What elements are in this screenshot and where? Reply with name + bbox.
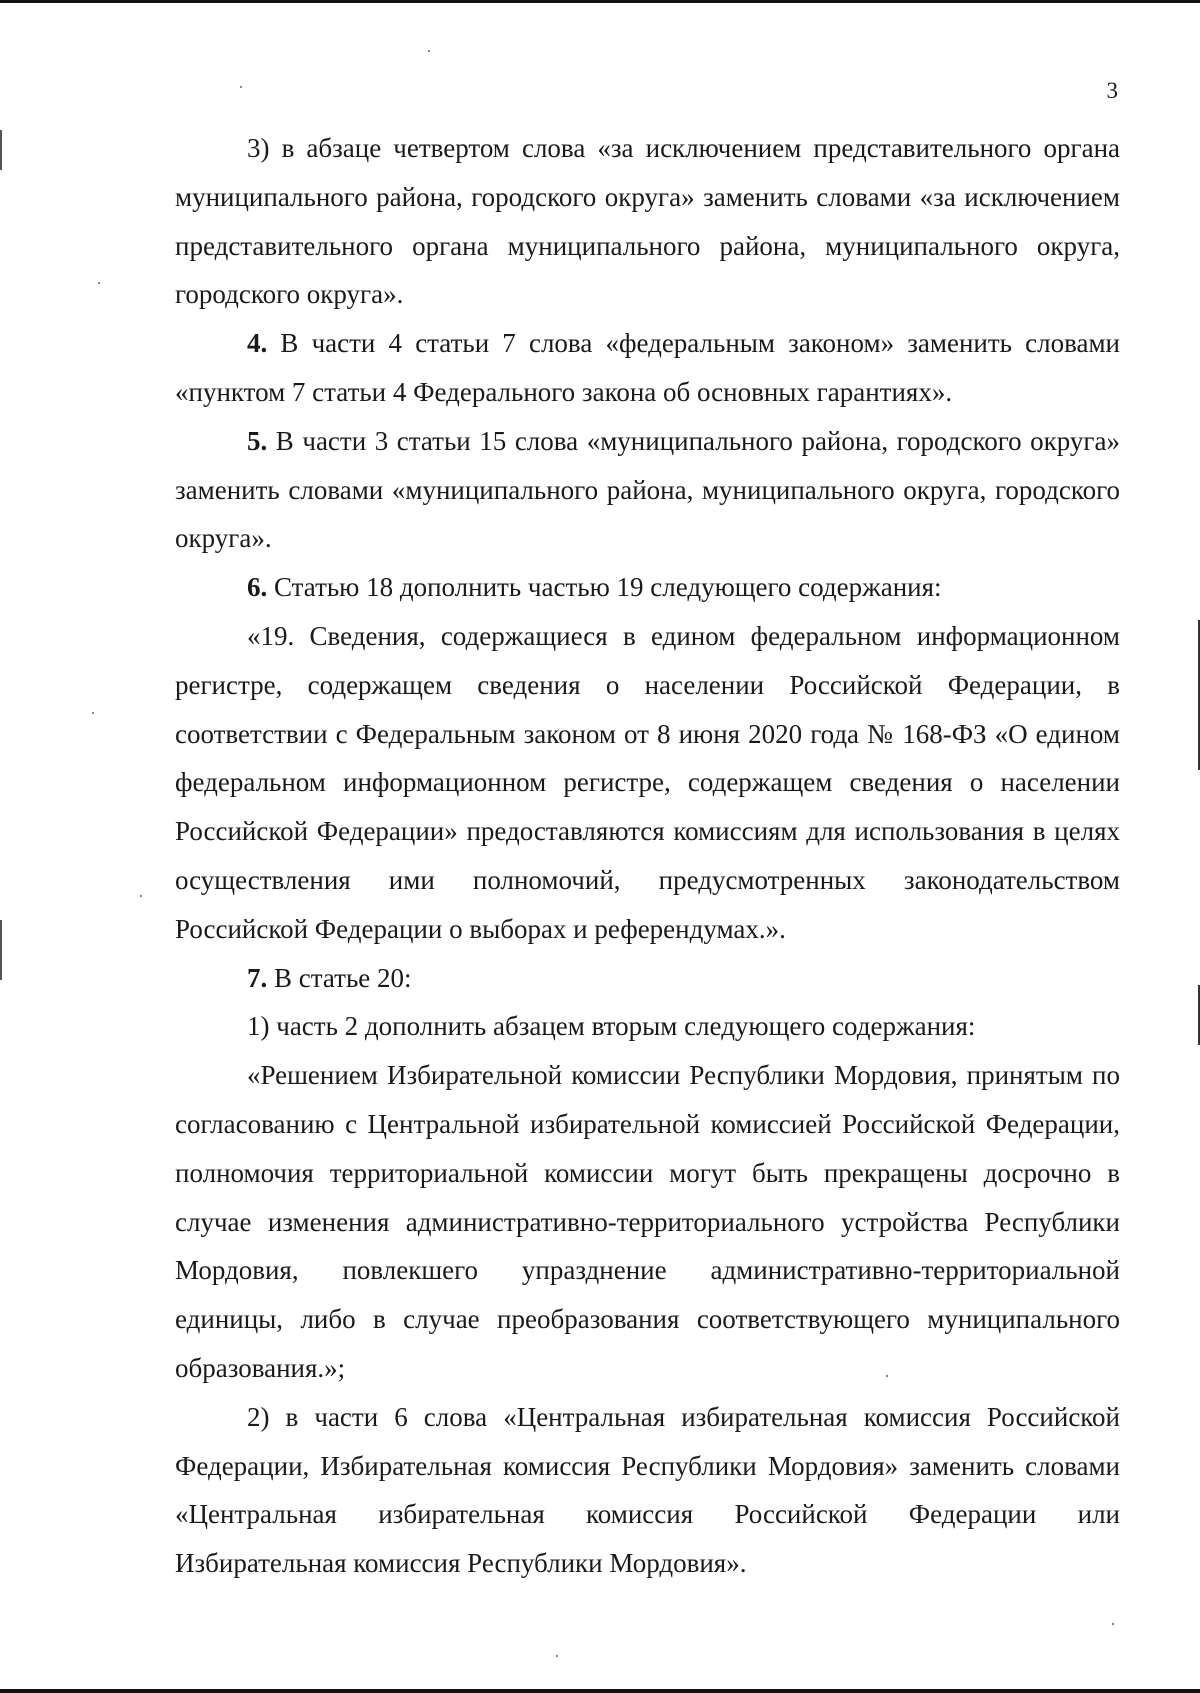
- paragraph-text: В части 4 статьи 7 слова «федеральным законом» заменить словами «пунктом 7 статьи 4 Федерального закона об основных гарантиях».: [175, 328, 1120, 407]
- document-body: [175, 124, 1120, 1588]
- paragraph-text: «19. Сведения, содержащиеся в едином федеральном информационном регистре, содержащем сведения о населении Российской Федерации, в соответствии с Федеральным законом от 8 июня 2020 года № 168-ФЗ «О едином федеральном информационном регистре, содержащем сведения о населении Российской Федерации» предоставляются комиссиям для использования в целях осуществления ими полномочий, предусмотренных законодательством Российской Федерации о выборах и референдумах.».: [175, 620, 1120, 944]
- paragraph: [175, 319, 1120, 417]
- item-number: 7.: [247, 962, 268, 993]
- scan-speck: [92, 712, 94, 714]
- scan-speck: [428, 50, 430, 52]
- page-number: 3: [1106, 78, 1118, 103]
- item-number: 6.: [247, 572, 268, 603]
- paragraph-text: «Решением Избирательной комиссии Республики Мордовия, принятым по согласованию с Центральной избирательной комиссией Российской Федерации, полномочия территориальной комиссии могут быть прекращены досрочно в случае изменения административно-территориального устройства Республики Мордовия, повлекшего упразднение административно-территориальной единицы, либо в случае преобразования соответствующего муниципального образования.»;: [175, 1060, 1120, 1383]
- paragraph-text: В статье 20:: [267, 962, 412, 993]
- paragraph: [175, 1002, 1120, 1051]
- scan-edge-left-mark: [0, 130, 2, 170]
- scan-speck: [140, 895, 142, 897]
- item-number: 5.: [247, 425, 268, 456]
- paragraph: [175, 563, 1120, 612]
- paragraph: [175, 612, 1120, 954]
- scan-edge-top: [0, 0, 1200, 3]
- paragraph: [175, 1393, 1120, 1588]
- paragraph-text: В части 3 статьи 15 слова «муниципального района, городского округа» заменить словами «муниципального района, муниципального округа, городского округа».: [175, 425, 1120, 554]
- paragraph: [175, 417, 1120, 563]
- paragraph: [175, 124, 1120, 319]
- item-number: 4.: [247, 328, 268, 359]
- scan-edge-bottom: [0, 1689, 1200, 1693]
- scan-speck: [556, 1655, 558, 1657]
- paragraph-text: 3) в абзаце четвертом слова «за исключением представительного органа муниципального района, городского округа» заменить словами «за исключением представительного органа муниципального района, муниципального округа, городского округа».: [175, 133, 1120, 310]
- scan-speck: [98, 282, 100, 284]
- paragraph-text: 2) в части 6 слова «Центральная избирательная комиссия Российской Федерации, Избирательная комиссия Республики Мордовия» заменить словами «Центральная избирательная комиссия Российской Федерации или Избирательная комиссия Республики Мордовия».: [175, 1401, 1120, 1579]
- scan-speck: [1112, 1623, 1114, 1625]
- paragraph-text: Статью 18 дополнить частью 19 следующего содержания:: [267, 572, 942, 603]
- scan-speck: [240, 86, 242, 88]
- scan-edge-left-mark: [0, 920, 2, 980]
- paragraph: [175, 1051, 1120, 1393]
- paragraph: [175, 954, 1120, 1003]
- paragraph-text: 1) часть 2 дополнить абзацем вторым следующего содержания:: [247, 1011, 976, 1042]
